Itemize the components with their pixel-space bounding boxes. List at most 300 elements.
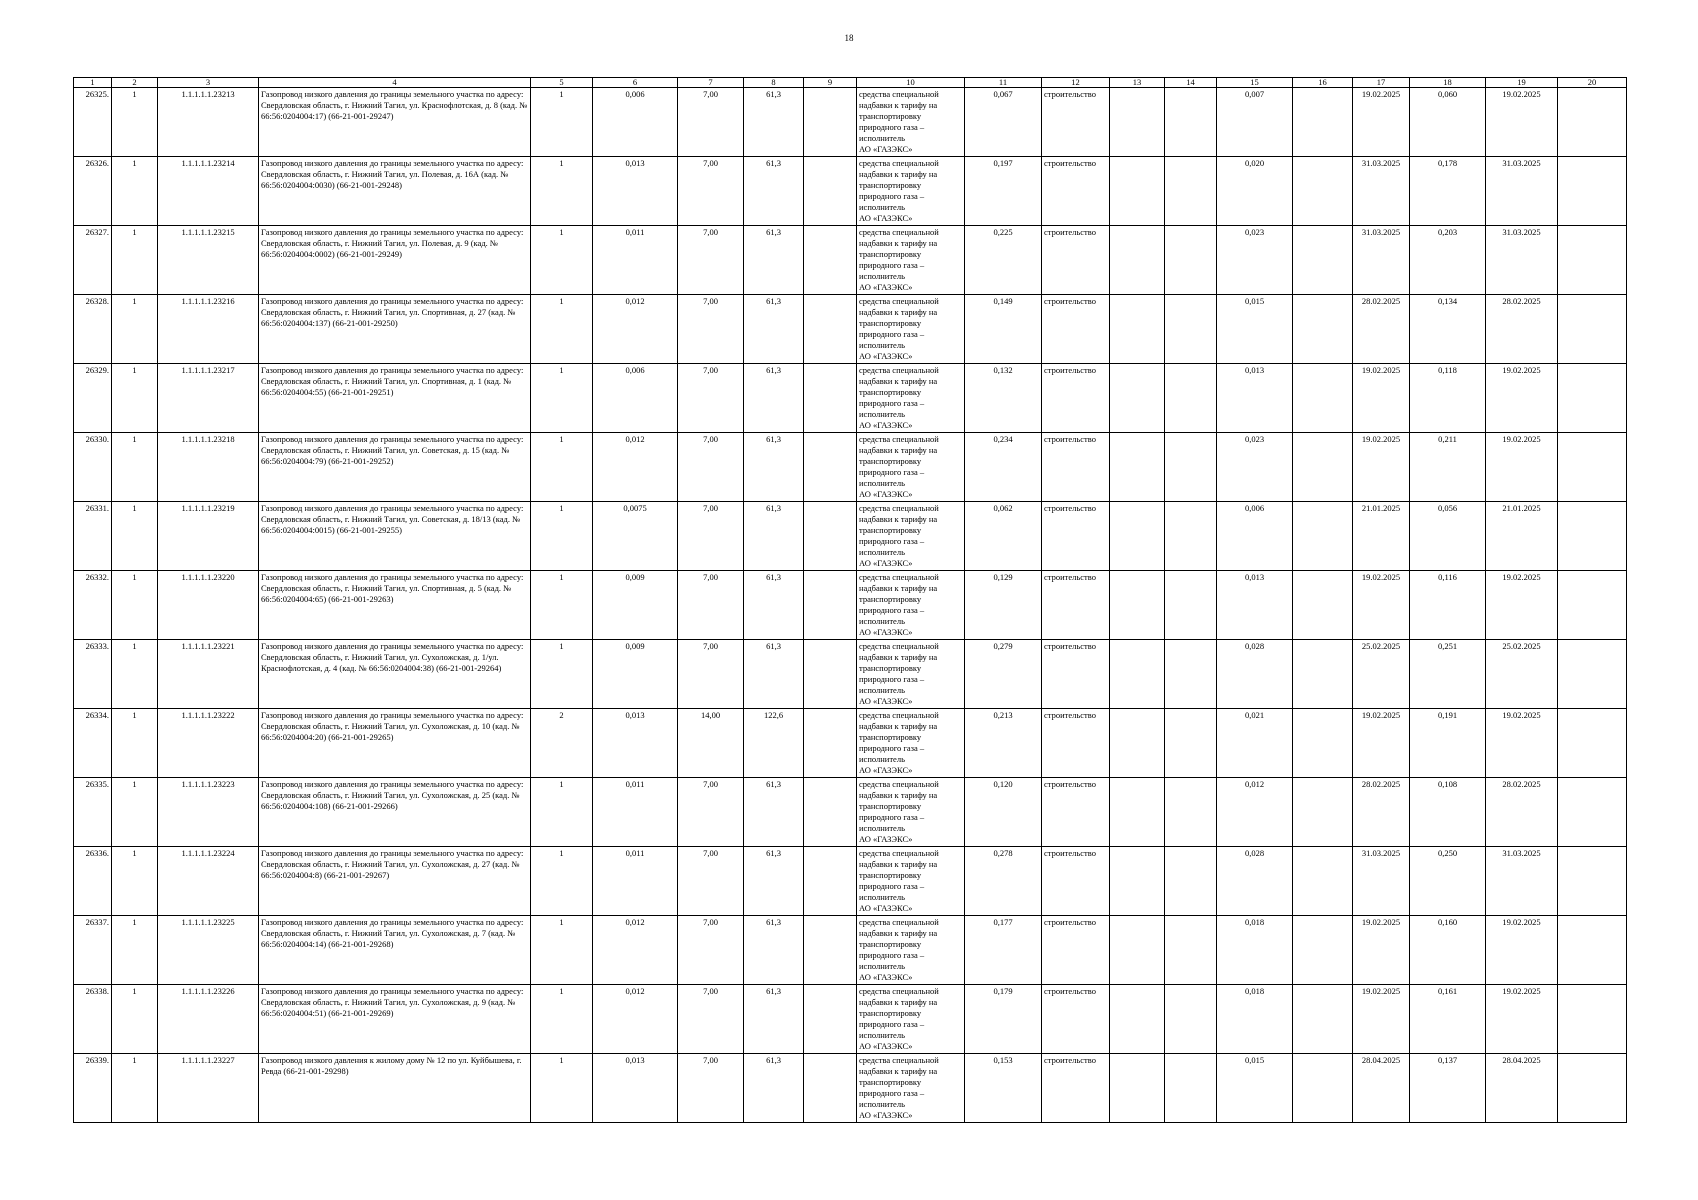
column-number-20: 20 xyxy=(1558,78,1627,88)
funding-source-line: надбавки к тарифу на xyxy=(859,445,938,455)
funding-source-line: АО «ГАЗЭКС» xyxy=(859,834,913,844)
cell-col-20 xyxy=(1558,709,1627,778)
cell-col-7: 7,00 xyxy=(678,1054,744,1123)
cell-col-1: 26328. xyxy=(74,295,112,364)
cell-col-16 xyxy=(1293,640,1353,709)
funding-source-line: транспортировку xyxy=(859,456,922,466)
cell-col-1: 26330. xyxy=(74,433,112,502)
funding-source-line: транспортировку xyxy=(859,387,922,397)
cell-col-7: 14,00 xyxy=(678,709,744,778)
cell-col-16 xyxy=(1293,1054,1353,1123)
cell-col-2: 1 xyxy=(112,640,158,709)
table-row xyxy=(74,778,1627,847)
cell-col-12: строительство xyxy=(1042,985,1110,1054)
cell-col-20 xyxy=(1558,226,1627,295)
cell-col-15: 0,012 xyxy=(1217,778,1293,847)
cell-col-13 xyxy=(1110,226,1165,295)
cell-col-11: 0,062 xyxy=(965,502,1042,571)
table-row xyxy=(74,847,1627,916)
cell-col-4: Газопровод низкого давления до границы земельного участка по адресу: Свердловская область, г. Нижний Тагил, ул. Краснофлотская, д. 8 (кад. № 66:56:0204004:17) (66-21-001-29247) xyxy=(259,88,531,157)
cell-col-13 xyxy=(1110,985,1165,1054)
funding-source-line: исполнитель xyxy=(859,685,905,695)
cell-col-16 xyxy=(1293,502,1353,571)
funding-source-line: средства специальной xyxy=(859,503,939,513)
cell-col-9 xyxy=(804,226,857,295)
cell-col-3: 1.1.1.1.1.23224 xyxy=(158,847,259,916)
cell-col-5: 1 xyxy=(531,1054,593,1123)
cell-col-13 xyxy=(1110,571,1165,640)
funding-source-line: средства специальной xyxy=(859,779,939,789)
cell-col-6: 0,011 xyxy=(593,778,678,847)
column-number-16: 16 xyxy=(1293,78,1353,88)
cell-col-8: 61,3 xyxy=(744,985,804,1054)
column-number-14: 14 xyxy=(1165,78,1217,88)
cell-col-13 xyxy=(1110,502,1165,571)
funding-source-line: АО «ГАЗЭКС» xyxy=(859,144,913,154)
cell-col-4: Газопровод низкого давления до границы земельного участка по адресу: Свердловская область, г. Нижний Тагил, ул. Спортивная, д. 1 (кад. № 66:56:0204004:55) (66-21-001-29251) xyxy=(259,364,531,433)
cell-col-5: 1 xyxy=(531,847,593,916)
cell-col-15: 0,007 xyxy=(1217,88,1293,157)
funding-source-line: надбавки к тарифу на xyxy=(859,928,938,938)
cell-col-3: 1.1.1.1.1.23218 xyxy=(158,433,259,502)
cell-col-14 xyxy=(1165,433,1217,502)
funding-source-line: надбавки к тарифу на xyxy=(859,652,938,662)
funding-source-line: исполнитель xyxy=(859,1030,905,1040)
cell-col-2: 1 xyxy=(112,226,158,295)
cell-col-16 xyxy=(1293,709,1353,778)
cell-col-11: 0,279 xyxy=(965,640,1042,709)
funding-source-line: природного газа – xyxy=(859,950,925,960)
cell-col-14 xyxy=(1165,88,1217,157)
cell-col-17: 28.02.2025 xyxy=(1353,295,1410,364)
cell-col-3: 1.1.1.1.1.23223 xyxy=(158,778,259,847)
cell-col-3: 1.1.1.1.1.23215 xyxy=(158,226,259,295)
cell-col-13 xyxy=(1110,640,1165,709)
cell-col-4: Газопровод низкого давления до границы земельного участка по адресу: Свердловская область, г. Нижний Тагил, ул. Полевая, д. 9 (кад. № 66:56:0204004:0002) (66-21-001-29249) xyxy=(259,226,531,295)
cell-col-2: 1 xyxy=(112,985,158,1054)
cell-col-20 xyxy=(1558,433,1627,502)
funding-source-line: надбавки к тарифу на xyxy=(859,790,938,800)
cell-col-9 xyxy=(804,1054,857,1123)
cell-col-14 xyxy=(1165,640,1217,709)
funding-source-cell xyxy=(857,157,965,226)
column-number-17: 17 xyxy=(1353,78,1410,88)
funding-source-line: надбавки к тарифу на xyxy=(859,997,938,1007)
funding-source-line: транспортировку xyxy=(859,663,922,673)
cell-col-1: 26335. xyxy=(74,778,112,847)
cell-col-15: 0,023 xyxy=(1217,433,1293,502)
funding-source-cell xyxy=(857,88,965,157)
cell-col-15: 0,018 xyxy=(1217,916,1293,985)
column-number-19: 19 xyxy=(1486,78,1558,88)
column-number-9: 9 xyxy=(804,78,857,88)
cell-col-18: 0,160 xyxy=(1410,916,1486,985)
funding-source-line: природного газа – xyxy=(859,260,925,270)
cell-col-9 xyxy=(804,640,857,709)
cell-col-5: 2 xyxy=(531,709,593,778)
funding-source-line: АО «ГАЗЭКС» xyxy=(859,420,913,430)
funding-source-line: природного газа – xyxy=(859,398,925,408)
funding-source-cell xyxy=(857,433,965,502)
funding-source-line: АО «ГАЗЭКС» xyxy=(859,1041,913,1051)
cell-col-20 xyxy=(1558,502,1627,571)
cell-col-14 xyxy=(1165,709,1217,778)
cell-col-17: 19.02.2025 xyxy=(1353,88,1410,157)
funding-source-line: исполнитель xyxy=(859,271,905,281)
funding-source-line: средства специальной xyxy=(859,710,939,720)
cell-col-5: 1 xyxy=(531,571,593,640)
cell-col-1: 26329. xyxy=(74,364,112,433)
cell-col-5: 1 xyxy=(531,433,593,502)
cell-col-5: 1 xyxy=(531,778,593,847)
cell-col-5: 1 xyxy=(531,295,593,364)
cell-col-1: 26331. xyxy=(74,502,112,571)
funding-source-line: исполнитель xyxy=(859,547,905,557)
funding-source-line: исполнитель xyxy=(859,961,905,971)
funding-source-line: надбавки к тарифу на xyxy=(859,376,938,386)
funding-source-line: надбавки к тарифу на xyxy=(859,307,938,317)
table-row xyxy=(74,364,1627,433)
cell-col-4: Газопровод низкого давления до границы земельного участка по адресу: Свердловская область, г. Нижний Тагил, ул. Советская, д. 18/13 (кад. № 66:56:0204004:0015) (66-21-001-29255) xyxy=(259,502,531,571)
funding-source-cell xyxy=(857,226,965,295)
funding-source-line: надбавки к тарифу на xyxy=(859,583,938,593)
cell-col-15: 0,028 xyxy=(1217,847,1293,916)
cell-col-12: строительство xyxy=(1042,916,1110,985)
cell-col-3: 1.1.1.1.1.23214 xyxy=(158,157,259,226)
funding-source-line: средства специальной xyxy=(859,158,939,168)
cell-col-12: строительство xyxy=(1042,226,1110,295)
funding-source-line: транспортировку xyxy=(859,732,922,742)
cell-col-19: 25.02.2025 xyxy=(1486,640,1558,709)
funding-source-line: природного газа – xyxy=(859,881,925,891)
cell-col-4: Газопровод низкого давления до границы земельного участка по адресу: Свердловская область, г. Нижний Тагил, ул. Полевая, д. 16А (кад. № 66:56:0204004:0030) (66-21-001-29248) xyxy=(259,157,531,226)
cell-col-2: 1 xyxy=(112,295,158,364)
cell-col-6: 0,006 xyxy=(593,364,678,433)
cell-col-14 xyxy=(1165,157,1217,226)
cell-col-13 xyxy=(1110,88,1165,157)
funding-source-line: надбавки к тарифу на xyxy=(859,721,938,731)
funding-source-line: средства специальной xyxy=(859,572,939,582)
table-row xyxy=(74,640,1627,709)
cell-col-6: 0,0075 xyxy=(593,502,678,571)
cell-col-13 xyxy=(1110,778,1165,847)
cell-col-1: 26339. xyxy=(74,1054,112,1123)
cell-col-2: 1 xyxy=(112,1054,158,1123)
cell-col-12: строительство xyxy=(1042,640,1110,709)
column-number-2: 2 xyxy=(112,78,158,88)
cell-col-8: 61,3 xyxy=(744,502,804,571)
funding-source-line: исполнитель xyxy=(859,478,905,488)
funding-source-line: средства специальной xyxy=(859,89,939,99)
funding-source-cell xyxy=(857,571,965,640)
cell-col-19: 28.04.2025 xyxy=(1486,1054,1558,1123)
cell-col-14 xyxy=(1165,916,1217,985)
cell-col-1: 26327. xyxy=(74,226,112,295)
funding-source-line: транспортировку xyxy=(859,594,922,604)
funding-source-line: исполнитель xyxy=(859,754,905,764)
cell-col-18: 0,161 xyxy=(1410,985,1486,1054)
cell-col-6: 0,011 xyxy=(593,226,678,295)
cell-col-13 xyxy=(1110,364,1165,433)
table-row xyxy=(74,295,1627,364)
cell-col-11: 0,278 xyxy=(965,847,1042,916)
cell-col-11: 0,132 xyxy=(965,364,1042,433)
cell-col-7: 7,00 xyxy=(678,88,744,157)
cell-col-8: 61,3 xyxy=(744,778,804,847)
table-body xyxy=(74,88,1627,1123)
cell-col-7: 7,00 xyxy=(678,433,744,502)
cell-col-3: 1.1.1.1.1.23220 xyxy=(158,571,259,640)
cell-col-15: 0,021 xyxy=(1217,709,1293,778)
table-row xyxy=(74,88,1627,157)
funding-source-line: транспортировку xyxy=(859,870,922,880)
cell-col-5: 1 xyxy=(531,640,593,709)
column-number-11: 11 xyxy=(965,78,1042,88)
funding-source-line: АО «ГАЗЭКС» xyxy=(859,627,913,637)
column-number-10: 10 xyxy=(857,78,965,88)
cell-col-3: 1.1.1.1.1.23226 xyxy=(158,985,259,1054)
funding-source-line: транспортировку xyxy=(859,180,922,190)
cell-col-19: 19.02.2025 xyxy=(1486,985,1558,1054)
cell-col-7: 7,00 xyxy=(678,916,744,985)
cell-col-16 xyxy=(1293,88,1353,157)
cell-col-3: 1.1.1.1.1.23222 xyxy=(158,709,259,778)
funding-source-line: АО «ГАЗЭКС» xyxy=(859,972,913,982)
cell-col-14 xyxy=(1165,985,1217,1054)
funding-source-cell xyxy=(857,364,965,433)
cell-col-18: 0,060 xyxy=(1410,88,1486,157)
cell-col-17: 19.02.2025 xyxy=(1353,571,1410,640)
cell-col-12: строительство xyxy=(1042,295,1110,364)
cell-col-12: строительство xyxy=(1042,88,1110,157)
cell-col-16 xyxy=(1293,985,1353,1054)
cell-col-17: 25.02.2025 xyxy=(1353,640,1410,709)
cell-col-8: 61,3 xyxy=(744,88,804,157)
funding-source-line: транспортировку xyxy=(859,1008,922,1018)
funding-source-line: средства специальной xyxy=(859,917,939,927)
cell-col-20 xyxy=(1558,295,1627,364)
funding-source-line: исполнитель xyxy=(859,340,905,350)
cell-col-2: 1 xyxy=(112,709,158,778)
cell-col-14 xyxy=(1165,1054,1217,1123)
cell-col-2: 1 xyxy=(112,502,158,571)
cell-col-18: 0,116 xyxy=(1410,571,1486,640)
funding-source-cell xyxy=(857,709,965,778)
cell-col-13 xyxy=(1110,847,1165,916)
cell-col-4: Газопровод низкого давления до границы земельного участка по адресу: Свердловская область, г. Нижний Тагил, ул. Сухоложская, д. 9 (кад. № 66:56:0204004:51) (66-21-001-29269) xyxy=(259,985,531,1054)
cell-col-14 xyxy=(1165,226,1217,295)
cell-col-9 xyxy=(804,502,857,571)
column-number-12: 12 xyxy=(1042,78,1110,88)
cell-col-15: 0,015 xyxy=(1217,295,1293,364)
cell-col-13 xyxy=(1110,1054,1165,1123)
funding-source-line: АО «ГАЗЭКС» xyxy=(859,558,913,568)
funding-source-line: средства специальной xyxy=(859,1055,939,1065)
cell-col-8: 61,3 xyxy=(744,640,804,709)
funding-source-line: природного газа – xyxy=(859,1019,925,1029)
cell-col-13 xyxy=(1110,433,1165,502)
funding-source-line: АО «ГАЗЭКС» xyxy=(859,903,913,913)
cell-col-6: 0,012 xyxy=(593,295,678,364)
cell-col-12: строительство xyxy=(1042,157,1110,226)
cell-col-16 xyxy=(1293,847,1353,916)
funding-source-line: исполнитель xyxy=(859,409,905,419)
cell-col-7: 7,00 xyxy=(678,778,744,847)
funding-source-cell xyxy=(857,916,965,985)
funding-source-line: АО «ГАЗЭКС» xyxy=(859,1110,913,1120)
page-number: 18 xyxy=(844,33,854,43)
funding-source-line: транспортировку xyxy=(859,801,922,811)
funding-source-line: транспортировку xyxy=(859,249,922,259)
cell-col-1: 26336. xyxy=(74,847,112,916)
cell-col-11: 0,213 xyxy=(965,709,1042,778)
cell-col-19: 19.02.2025 xyxy=(1486,571,1558,640)
cell-col-7: 7,00 xyxy=(678,985,744,1054)
cell-col-2: 1 xyxy=(112,157,158,226)
cell-col-13 xyxy=(1110,709,1165,778)
cell-col-6: 0,006 xyxy=(593,88,678,157)
cell-col-9 xyxy=(804,778,857,847)
cell-col-16 xyxy=(1293,778,1353,847)
funding-source-cell xyxy=(857,502,965,571)
cell-col-20 xyxy=(1558,985,1627,1054)
cell-col-16 xyxy=(1293,916,1353,985)
cell-col-18: 0,118 xyxy=(1410,364,1486,433)
funding-source-line: средства специальной xyxy=(859,641,939,651)
cell-col-15: 0,006 xyxy=(1217,502,1293,571)
cell-col-15: 0,013 xyxy=(1217,364,1293,433)
cell-col-9 xyxy=(804,709,857,778)
column-number-1: 1 xyxy=(74,78,112,88)
funding-source-line: транспортировку xyxy=(859,111,922,121)
cell-col-4: Газопровод низкого давления до границы земельного участка по адресу: Свердловская область, г. Нижний Тагил, ул. Сухоложская, д. 1/ул. Краснофлотская, д. 4 (кад. № 66:56:0204004:38) (66-21-001-29264) xyxy=(259,640,531,709)
cell-col-15: 0,018 xyxy=(1217,985,1293,1054)
column-number-7: 7 xyxy=(678,78,744,88)
cell-col-12: строительство xyxy=(1042,709,1110,778)
funding-source-line: средства специальной xyxy=(859,365,939,375)
cell-col-9 xyxy=(804,88,857,157)
funding-source-line: исполнитель xyxy=(859,892,905,902)
cell-col-5: 1 xyxy=(531,502,593,571)
cell-col-1: 26338. xyxy=(74,985,112,1054)
funding-source-line: надбавки к тарифу на xyxy=(859,514,938,524)
cell-col-11: 0,234 xyxy=(965,433,1042,502)
funding-source-line: исполнитель xyxy=(859,616,905,626)
cell-col-12: строительство xyxy=(1042,778,1110,847)
cell-col-17: 19.02.2025 xyxy=(1353,916,1410,985)
cell-col-14 xyxy=(1165,847,1217,916)
table-row xyxy=(74,709,1627,778)
funding-source-line: природного газа – xyxy=(859,329,925,339)
column-number-8: 8 xyxy=(744,78,804,88)
cell-col-4: Газопровод низкого давления до границы земельного участка по адресу: Свердловская область, г. Нижний Тагил, ул. Сухоложская, д. 25 (кад. № 66:56:0204004:108) (66-21-001-29266) xyxy=(259,778,531,847)
cell-col-16 xyxy=(1293,433,1353,502)
cell-col-19: 19.02.2025 xyxy=(1486,364,1558,433)
cell-col-19: 19.02.2025 xyxy=(1486,88,1558,157)
cell-col-18: 0,203 xyxy=(1410,226,1486,295)
cell-col-7: 7,00 xyxy=(678,157,744,226)
cell-col-13 xyxy=(1110,916,1165,985)
cell-col-8: 61,3 xyxy=(744,433,804,502)
funding-source-line: средства специальной xyxy=(859,986,939,996)
cell-col-17: 19.02.2025 xyxy=(1353,364,1410,433)
funding-source-line: транспортировку xyxy=(859,939,922,949)
funding-source-line: транспортировку xyxy=(859,1077,922,1087)
cell-col-16 xyxy=(1293,364,1353,433)
cell-col-19: 21.01.2025 xyxy=(1486,502,1558,571)
cell-col-9 xyxy=(804,985,857,1054)
cell-col-18: 0,134 xyxy=(1410,295,1486,364)
cell-col-7: 7,00 xyxy=(678,295,744,364)
column-number-15: 15 xyxy=(1217,78,1293,88)
cell-col-2: 1 xyxy=(112,916,158,985)
cell-col-14 xyxy=(1165,502,1217,571)
cell-col-19: 31.03.2025 xyxy=(1486,226,1558,295)
cell-col-15: 0,020 xyxy=(1217,157,1293,226)
cell-col-13 xyxy=(1110,157,1165,226)
cell-col-11: 0,177 xyxy=(965,916,1042,985)
funding-source-line: надбавки к тарифу на xyxy=(859,859,938,869)
table-row xyxy=(74,157,1627,226)
funding-source-line: природного газа – xyxy=(859,812,925,822)
cell-col-5: 1 xyxy=(531,157,593,226)
cell-col-8: 61,3 xyxy=(744,916,804,985)
cell-col-8: 61,3 xyxy=(744,364,804,433)
cell-col-20 xyxy=(1558,847,1627,916)
cell-col-15: 0,015 xyxy=(1217,1054,1293,1123)
cell-col-17: 28.04.2025 xyxy=(1353,1054,1410,1123)
funding-source-line: природного газа – xyxy=(859,743,925,753)
cell-col-12: строительство xyxy=(1042,1054,1110,1123)
cell-col-19: 31.03.2025 xyxy=(1486,157,1558,226)
cell-col-3: 1.1.1.1.1.23221 xyxy=(158,640,259,709)
cell-col-2: 1 xyxy=(112,571,158,640)
cell-col-9 xyxy=(804,295,857,364)
funding-source-line: средства специальной xyxy=(859,848,939,858)
cell-col-17: 31.03.2025 xyxy=(1353,847,1410,916)
cell-col-15: 0,023 xyxy=(1217,226,1293,295)
funding-source-line: надбавки к тарифу на xyxy=(859,169,938,179)
cell-col-19: 28.02.2025 xyxy=(1486,295,1558,364)
cell-col-6: 0,013 xyxy=(593,709,678,778)
funding-source-line: исполнитель xyxy=(859,1099,905,1109)
cell-col-16 xyxy=(1293,295,1353,364)
cell-col-20 xyxy=(1558,640,1627,709)
cell-col-9 xyxy=(804,364,857,433)
cell-col-11: 0,149 xyxy=(965,295,1042,364)
cell-col-4: Газопровод низкого давления к жилому дому № 12 по ул. Куйбышева, г. Ревда (66-21-001-29298) xyxy=(259,1054,531,1123)
cell-col-18: 0,108 xyxy=(1410,778,1486,847)
cell-col-11: 0,225 xyxy=(965,226,1042,295)
register-table xyxy=(73,77,1627,1123)
cell-col-2: 1 xyxy=(112,847,158,916)
funding-source-line: средства специальной xyxy=(859,434,939,444)
cell-col-19: 28.02.2025 xyxy=(1486,778,1558,847)
cell-col-8: 61,3 xyxy=(744,295,804,364)
funding-source-line: АО «ГАЗЭКС» xyxy=(859,351,913,361)
cell-col-6: 0,009 xyxy=(593,571,678,640)
cell-col-7: 7,00 xyxy=(678,364,744,433)
cell-col-9 xyxy=(804,157,857,226)
funding-source-line: природного газа – xyxy=(859,191,925,201)
cell-col-18: 0,137 xyxy=(1410,1054,1486,1123)
cell-col-20 xyxy=(1558,88,1627,157)
cell-col-3: 1.1.1.1.1.23216 xyxy=(158,295,259,364)
funding-source-cell xyxy=(857,1054,965,1123)
cell-col-11: 0,197 xyxy=(965,157,1042,226)
cell-col-1: 26326. xyxy=(74,157,112,226)
funding-source-line: средства специальной xyxy=(859,227,939,237)
